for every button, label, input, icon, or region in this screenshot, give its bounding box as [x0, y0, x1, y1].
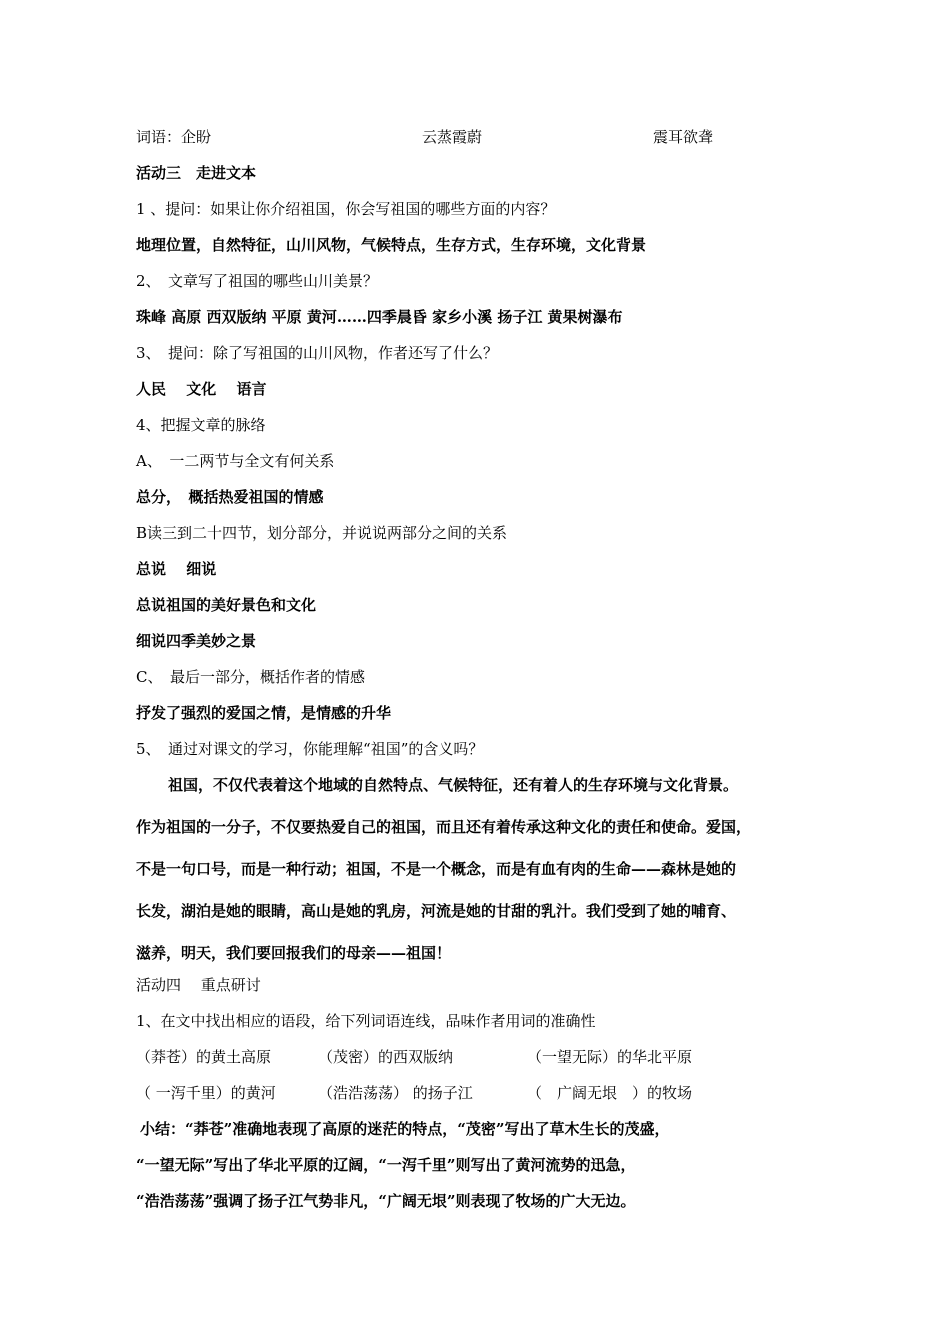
phrase-item: （浩浩荡荡） 的扬子江	[318, 1084, 473, 1102]
phrase-item: （茂密）的西双版纳	[318, 1048, 454, 1066]
phrase-item: （一望无际）的华北平原	[527, 1048, 693, 1066]
phrase-item: （ 广阔无垠 ）的牧场	[527, 1084, 693, 1102]
summary-line: “浩浩荡荡”强调了扬子江气势非凡，“广阔无垠”则表现了牧场的广大无边。	[136, 1192, 636, 1210]
answer-5-line: 作为祖国的一分子，不仅要热爱自己的祖国，而且还有着传承这种文化的责任和使命。爱国，	[136, 818, 752, 836]
phrase-item: （ 一泻千里）的黄河	[136, 1084, 276, 1102]
activity4-question-1: 1、在文中找出相应的语段，给下列词语连线，品味作者用词的准确性	[136, 1012, 596, 1030]
question-4b: B读三到二十四节，划分部分，并说说两部分之间的关系	[136, 524, 508, 542]
answer-4b-1: 总说 细说	[136, 560, 217, 578]
phrase-item: （莽苍）的黄土高原	[136, 1048, 272, 1066]
answer-4c: 抒发了强烈的爱国之情，是情感的升华	[136, 704, 392, 722]
question-4a: A、 一二两节与全文有何关系	[136, 452, 335, 470]
vocab-word-2: 云蒸霞蔚	[422, 128, 483, 146]
answer-5-line: 滋养，明天，我们要回报我们的母亲——祖国！	[136, 944, 452, 962]
question-5: 5、 通过对课文的学习，你能理解“祖国”的含义吗？	[136, 740, 484, 758]
answer-2: 珠峰 高原 西双版纳 平原 黄河……四季晨昏 家乡小溪 扬子江 黄果树瀑布	[136, 308, 623, 326]
answer-4a: 总分， 概括热爱祖国的情感	[136, 488, 324, 506]
question-4c: C、 最后一部分，概括作者的情感	[136, 668, 365, 686]
activity3-heading: 活动三 走进文本	[136, 164, 257, 182]
vocab-word-3: 震耳欲聋	[653, 128, 714, 146]
vocab-word-1: 词语：企盼	[136, 128, 212, 146]
question-4: 4、把握文章的脉络	[136, 416, 266, 434]
answer-4b-3: 细说四季美妙之景	[136, 632, 257, 650]
answer-5-line: 长发，湖泊是她的眼睛，高山是她的乳房，河流是她的甘甜的乳汁。我们受到了她的哺育、	[136, 902, 737, 920]
summary-line: “一望无际”写出了华北平原的辽阔，“一泻千里”则写出了黄河流势的迅急，	[136, 1156, 636, 1174]
question-3: 3、 提问：除了写祖国的山川风物，作者还写了什么？	[136, 344, 499, 362]
answer-1: 地理位置，自然特征，山川风物，气候特点，生存方式，生存环境，文化背景	[136, 236, 647, 254]
question-2: 2、 文章写了祖国的哪些山川美景？	[136, 272, 379, 290]
answer-3: 人民 文化 语言	[136, 380, 267, 398]
activity4-heading: 活动四 重点研讨	[136, 976, 261, 994]
answer-5-line: 不是一句口号，而是一种行动；祖国，不是一个概念，而是有血有肉的生命——森林是她的	[136, 860, 737, 878]
answer-5-line: 祖国，不仅代表着这个地域的自然特点、气候特征，还有着人的生存环境与文化背景。	[168, 776, 739, 794]
answer-4b-2: 总说祖国的美好景色和文化	[136, 596, 317, 614]
summary-line: 小结：“莽苍”准确地表现了高原的迷茫的特点，“茂密”写出了草木生长的茂盛，	[140, 1120, 670, 1138]
question-1: 1 、提问：如果让你介绍祖国，你会写祖国的哪些方面的内容？	[136, 200, 556, 218]
